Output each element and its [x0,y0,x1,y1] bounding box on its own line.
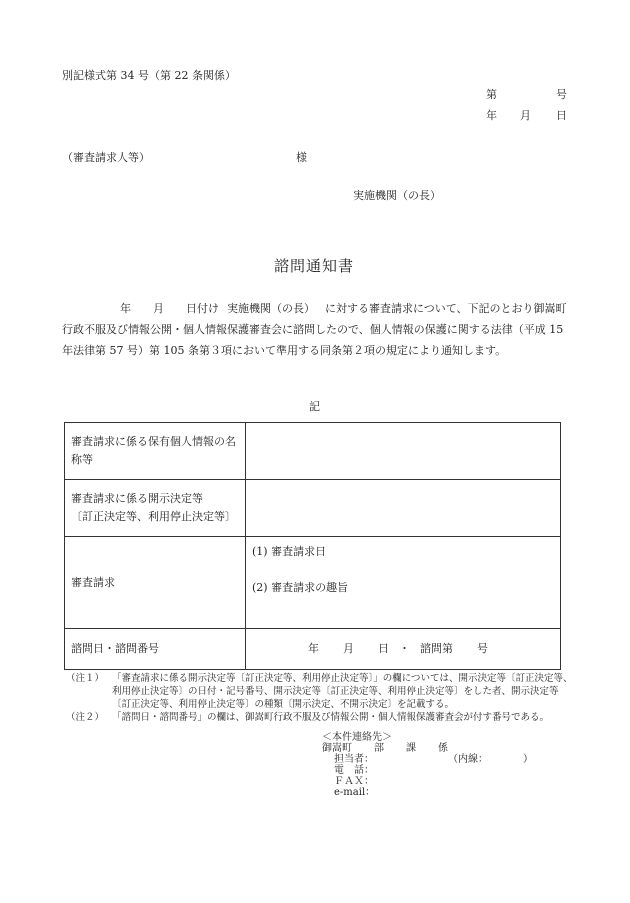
row-request-value [246,537,561,629]
doc-date-month: 月 [520,109,531,122]
consult-go: 号 [477,642,488,655]
consult-month: 月 [343,642,354,655]
contact-heading: ＜本件連絡先＞ [322,732,392,743]
doc-number-go: 号 [556,88,567,101]
note-2-tag: （注２） [66,712,105,723]
note-2-text: 「諮問日・諮問番号」の欄は、御嵩町行政不服及び情報公開・個人情報保護審査会が付す番号である。 [112,712,550,723]
contact-fax-label: ＦＡＸ： [334,776,374,787]
row-decision-label-line2: 〔訂正決定等、利用停止決定等〕 [71,510,236,523]
row-consult-value [246,629,561,670]
page-title: 諮問通知書 [274,257,355,275]
body-ref-year: 年 [120,302,131,315]
row-decision-label [65,480,246,537]
contact-org-line [322,743,533,754]
body-rest: に対する審査請求について、下記のとおり御嵩町行政不服及び情報公開・個人情報保護審査会に諮問したので、個人情報の保護に関する法律（平成 15 年法律第 57 号）第 105 条第３項において準用する同条第２項の規定により通知します。 [62,302,567,357]
doc-date-year: 年 [486,109,497,122]
consult-shimon: 諮問第 [420,642,453,655]
note-1-text: 「審査請求に係る開示決定等〔訂正決定等、利用停止決定等〕」の欄については、開示決定等〔訂正決定等、利用停止決定等〕の日付・記号番号、開示決定等〔訂正決定等、利用停止決定等〕をした者、開示決定等〔訂正決定等、利用停止決定等〕の種類〔開示決定、不開示決定〕を記載する。 [112,673,573,710]
contact-person-line [322,754,533,765]
row-decision-value [246,480,561,537]
row-info-name-value [246,423,561,480]
row-request-label: 審査請求 [65,537,246,629]
request-purpose-item: (2) 審査請求の趣旨 [252,581,349,594]
consult-year: 年 [308,642,319,655]
contact-person-label: 担当者： [334,754,374,765]
contact-bu: 部 [374,743,384,754]
details-table [64,422,561,670]
contact-kakari: 係 [438,743,448,754]
body-paragraph [62,298,572,361]
contact-email-label: e-mail： [334,787,376,798]
form-number: 別記様式第 34 号（第 22 条関係） [62,69,236,82]
sender: 実施機関（の長） [353,189,441,202]
notes [66,672,576,724]
contact-org: 御嵩町 [322,743,352,754]
row-consult-label: 諮問日・諮問番号 [65,629,246,670]
body-ref-month: 月 [153,302,164,315]
recipient-label: （審査請求人等） [62,151,150,164]
note-1-tag: （注１） [66,673,105,684]
note-1 [66,672,576,711]
consult-day: 日 [378,642,389,655]
contact-block [322,732,533,798]
contact-phone-label: 電 話： [334,765,374,776]
consult-dot: ・ [399,642,410,655]
row-info-name-label: 審査請求に係る保有個人情報の名称等 [65,423,246,480]
request-date-item: (1) 審査請求日 [252,545,327,558]
doc-number-dai: 第 [486,88,497,101]
contact-extension: （内線： ） [448,754,533,765]
row-decision-label-line1: 審査請求に係る開示決定等 [71,492,203,505]
contact-ka: 課 [406,743,416,754]
recipient-honorific: 様 [296,151,307,164]
note-2 [66,711,576,724]
body-ref-agency: 実施機関（の長） [227,302,315,315]
ki-label: 記 [309,400,320,413]
body-ref-day: 日付け [186,302,219,315]
doc-date-day: 日 [556,109,567,122]
